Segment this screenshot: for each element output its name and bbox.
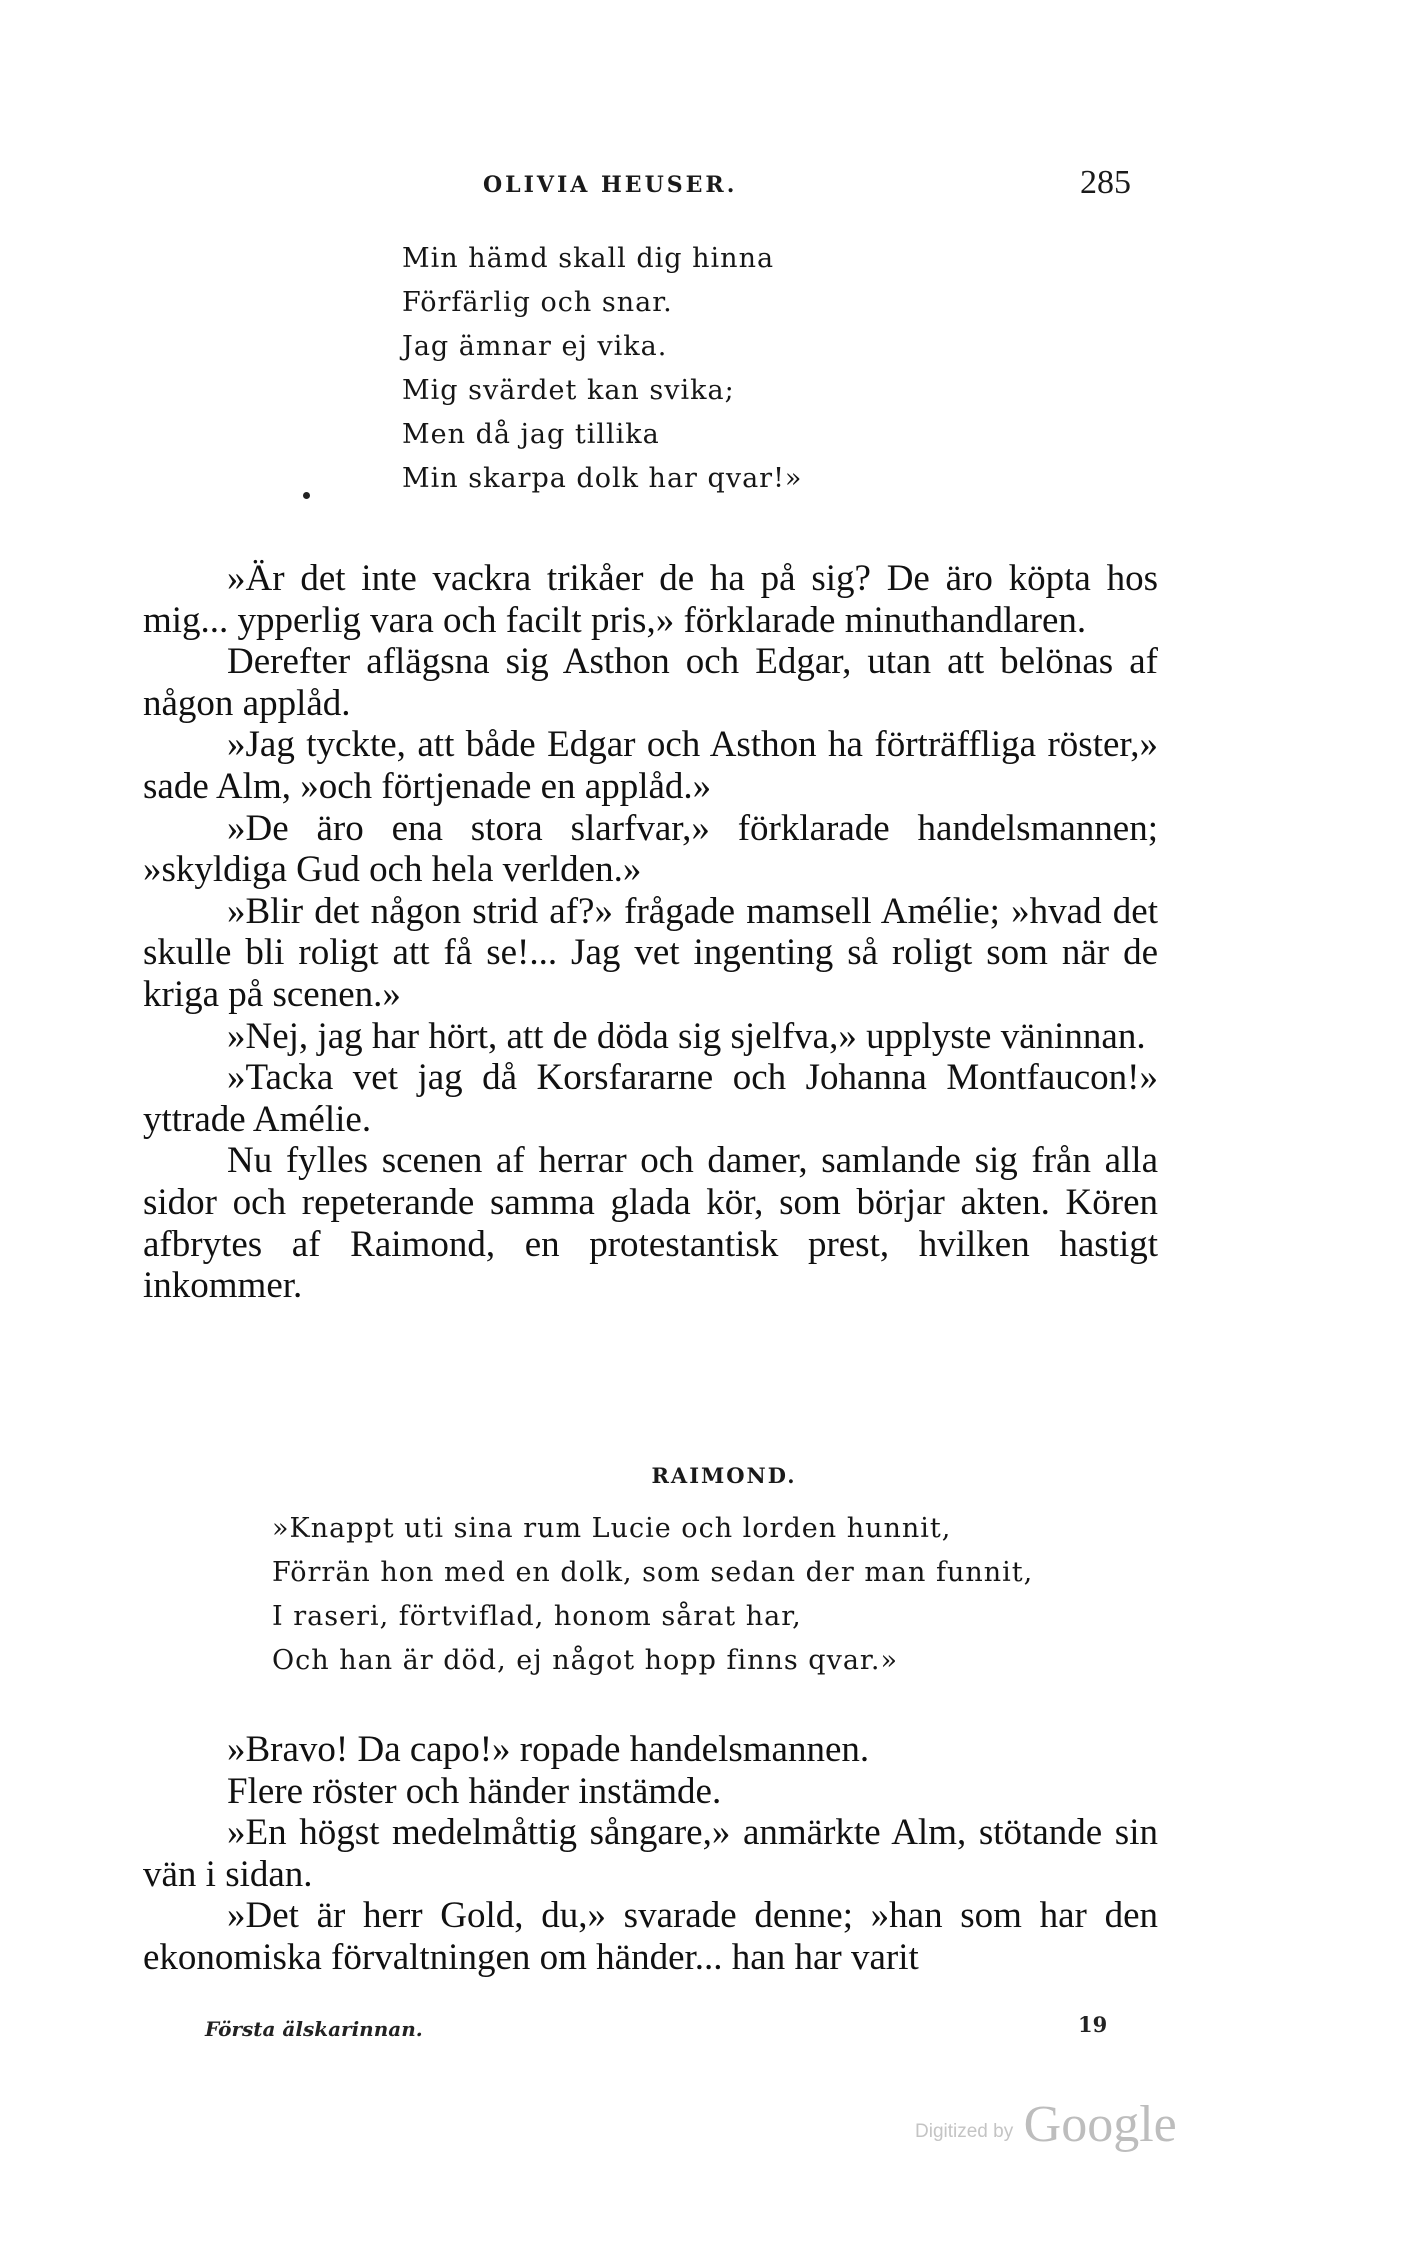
speaker-heading: RAIMOND. bbox=[651, 1463, 797, 1488]
verse-block bbox=[272, 1507, 1033, 1683]
verse-block bbox=[402, 237, 802, 501]
ink-speck bbox=[303, 492, 310, 499]
signature-mark: Första älskarinnan. bbox=[205, 2017, 423, 2041]
paragraph: »De äro ena stora slarfvar,» förklarade handelsmannen; »skyldiga Gud och hela verlden.» bbox=[143, 807, 1158, 891]
paragraph: »Bravo! Da capo!» ropade handelsmannen. bbox=[227, 1729, 870, 1770]
sheet-number: 19 bbox=[1078, 2012, 1108, 2037]
verse-line: Jag ämnar ej vika. bbox=[402, 331, 668, 362]
digitization-watermark bbox=[915, 2095, 1177, 2154]
paragraph: »Jag tyckte, att både Edgar och Asthon ha förträffliga röster,» sade Alm, »och förtjenade en applåd.» bbox=[143, 724, 1158, 807]
paragraph: »Tacka vet jag då Korsfararne och Johanna Montfaucon!» yttrade Amélie. bbox=[143, 1057, 1158, 1140]
paragraph: Flere röster och händer instämde. bbox=[227, 1770, 722, 1812]
paragraph: Nu fylles scenen af herrar och damer, samlande sig från alla sidor och repeterande samma glada kör, som börjar akten. Kören afbrytes af Raimond, en protestantisk prest, hvilken hastigt inkommer. bbox=[143, 1140, 1158, 1307]
verse-line: Min hämd skall dig hinna bbox=[402, 243, 775, 274]
verse-line: Min skarpa dolk har qvar!» bbox=[402, 463, 803, 494]
paragraph: »En högst medelmåttig sångare,» anmärkte Alm, stötande sin vän i sidan. bbox=[143, 1812, 1158, 1895]
running-title: OLIVIA HEUSER. bbox=[483, 172, 738, 198]
paragraph: »Blir det någon strid af?» frågade mamsell Amélie; »hvad det skulle bli roligt att få se!... Jag vet ingenting så roligt som när de kriga på scenen.» bbox=[143, 890, 1158, 1015]
google-logo: Google bbox=[1023, 2096, 1177, 2153]
verse-line: I raseri, förtviflad, honom sårat har, bbox=[272, 1601, 802, 1632]
prose-block bbox=[143, 558, 1158, 1307]
paragraph: »Är det inte vackra trikåer de ha på sig? De äro köpta hos mig... ypperlig vara och facilt pris,» förklarade minuthandlaren. bbox=[143, 558, 1158, 641]
watermark-prefix: Digitized by bbox=[915, 2121, 1014, 2142]
page-number: 285 bbox=[1080, 164, 1131, 201]
verse-line: Förrän hon med en dolk, som sedan der man funnit, bbox=[272, 1557, 1034, 1588]
paragraph: »Det är herr Gold, du,» svarade denne; »han som har den ekonomiska förvaltningen om händer... han har varit bbox=[143, 1895, 1158, 1978]
verse-line: Mig svärdet kan svika; bbox=[402, 375, 735, 406]
paragraph: »Nej, jag har hört, att de döda sig sjelfva,» upplyste väninnan. bbox=[227, 1015, 1146, 1057]
prose-block bbox=[143, 1729, 1158, 1979]
verse-line: Men då jag tillika bbox=[402, 419, 660, 450]
verse-line: Förfärlig och snar. bbox=[402, 287, 673, 318]
verse-line: Och han är död, ej något hopp finns qvar.» bbox=[272, 1645, 898, 1676]
verse-line: »Knappt uti sina rum Lucie och lorden hunnit, bbox=[272, 1513, 952, 1544]
paragraph: Derefter aflägsna sig Asthon och Edgar, utan att belönas af någon applåd. bbox=[143, 641, 1158, 724]
